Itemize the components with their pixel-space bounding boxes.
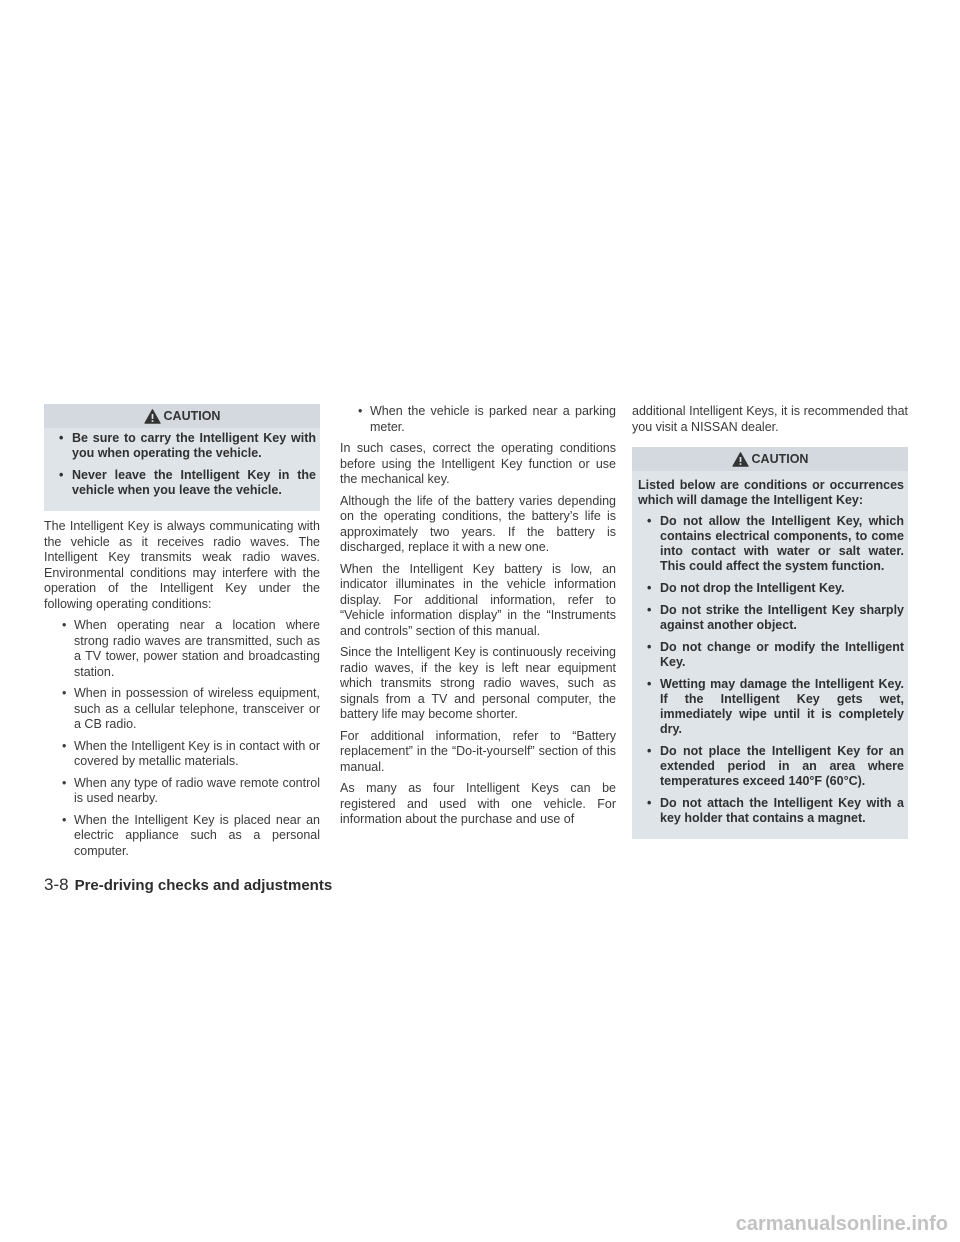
paragraph: When the Intelligent Key battery is low, an indicator illuminates in the vehicle information display. For additional information, refer to “Vehicle information display” in the “Instruments and controls” section of this manual. (340, 561, 616, 638)
caution-bullet: • Do not drop the Intelligent Key. (638, 581, 904, 596)
section-title: Pre-driving checks and adjustments (74, 877, 333, 894)
page-number: 3-8 (44, 875, 69, 894)
column-2 (340, 404, 616, 834)
list-item: • When the Intelligent Key is placed near an electric appliance such as a personal computer. (44, 813, 320, 860)
list-item: • When the vehicle is parked near a parking meter. (340, 404, 616, 435)
paragraph: Although the life of the battery varies depending on the operating conditions, the battery’s life is approximately two years. If the battery is discharged, replace it with a new one. (340, 493, 616, 554)
caution-bullet: • Do not attach the Intelligent Key with a key holder that contains a magnet. (638, 796, 904, 826)
caution-bullet: • Do not allow the Intelligent Key, which contains electrical components, to come into contact with water or salt water. This could affect the system function. (638, 514, 904, 574)
caution-header (632, 447, 908, 471)
paragraph: For additional information, refer to “Battery replacement” in the “Do-it-yourself” section of this manual. (340, 728, 616, 774)
paragraph: In such cases, correct the operating conditions before using the Intelligent Key function or use the mechanical key. (340, 441, 616, 486)
caution-title: CAUTION (751, 452, 809, 466)
intro-paragraph: The Intelligent Key is always communicating with the vehicle as it receives radio waves. The Intelligent Key transmits weak radio waves. Environmental conditions may interfere with the operation of the Intelligent Key under the following operating conditions: (44, 519, 320, 611)
warning-triangle-icon (732, 452, 749, 467)
continuation-paragraph: additional Intelligent Keys, it is recommended that you visit a NISSAN dealer. (632, 404, 908, 434)
caution-title: CAUTION (163, 409, 221, 423)
column-3 (632, 404, 908, 847)
caution-bullet: • Be sure to carry the Intelligent Key with you when operating the vehicle. (50, 431, 316, 461)
list-item: • When the Intelligent Key is in contact with or covered by metallic materials. (44, 739, 320, 770)
caution-bullet: • Do not change or modify the Intelligent Key. (638, 640, 904, 670)
column-1 (44, 404, 320, 865)
warning-triangle-icon (144, 409, 161, 424)
caution-intro: Listed below are conditions or occurrences which will damage the Intelligent Key: (638, 478, 904, 507)
caution-bullet: • Do not place the Intelligent Key for an extended period in an area where temperatures exceed 140°F (60°C). (638, 744, 904, 789)
caution-bullet: • Do not strike the Intelligent Key sharply against another object. (638, 603, 904, 633)
caution-bullet: • Never leave the Intelligent Key in the vehicle when you leave the vehicle. (50, 468, 316, 498)
list-item: • When operating near a location where strong radio waves are transmitted, such as a TV tower, power station and broadcasting station. (44, 618, 320, 680)
list-item: • When any type of radio wave remote control is used nearby. (44, 776, 320, 807)
paragraph: Since the Intelligent Key is continuously receiving radio waves, if the key is left near equipment which transmits strong radio waves, such as signals from a TV and personal computer, the battery life may become shorter. (340, 645, 616, 721)
page-footer (44, 875, 332, 895)
list-item: • When in possession of wireless equipment, such as a cellular telephone, transceiver or a CB radio. (44, 686, 320, 733)
watermark: carmanualsonline.info (735, 1213, 948, 1235)
caution-box-1 (44, 404, 320, 511)
caution-bullet: • Wetting may damage the Intelligent Key. If the Intelligent Key gets wet, immediately wipe until it is completely dry. (638, 677, 904, 737)
paragraph: As many as four Intelligent Keys can be registered and used with one vehicle. For information about the purchase and use of (340, 781, 616, 826)
caution-box-2 (632, 447, 908, 839)
caution-header (44, 404, 320, 428)
